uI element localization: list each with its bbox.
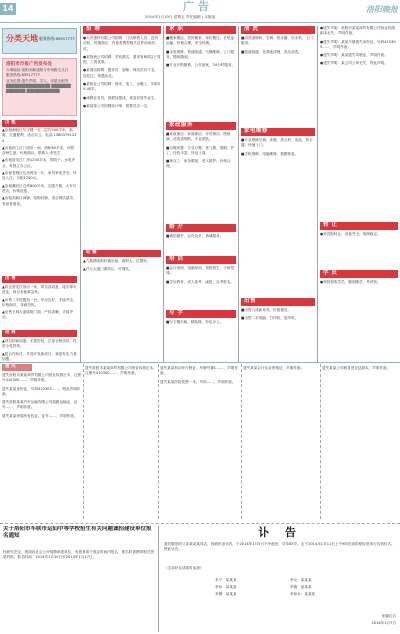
- list-item: ▲出租高新区商铺，临街旺铺，适合餐饮超市，有意者面谈。: [2, 196, 77, 206]
- lower-left-notices: [2, 373, 82, 523]
- obituary-note: （生前好友请届时参加）: [164, 566, 204, 570]
- brand-box-title: 分类天地: [6, 34, 38, 43]
- col-divider: [83, 364, 84, 519]
- family-member: 孝子：某某某: [215, 578, 237, 582]
- announcement-body: 经研究决定，现面向社会公开招聘承建单位，有意者请于规定时间内报名，报名时需携带相关资质材料。报名时间：2014年1月10日至2014年1月17日。: [3, 550, 154, 560]
- col3-section-home: 家政服务: [166, 122, 236, 130]
- list-item: ■会计培训、电脑培训、驾校招生，小班授课。: [166, 266, 235, 276]
- col3-section-match: 婚 介: [166, 224, 236, 232]
- obituary-sign: 家属泣告: [381, 614, 396, 618]
- col-divider: [320, 364, 321, 519]
- col3-section-office: 写 字: [166, 310, 236, 318]
- list-item: 遗失某某医院发票一本，号码……，声明作废。: [160, 379, 236, 384]
- page-number: 14: [0, 3, 16, 15]
- list-item: ■学历教育，成人高考，函授，自考报名。: [166, 279, 235, 284]
- list-item: 遗失洛阳某某汽车运输有限公司道路运输证，证号……，声明作废。: [2, 400, 78, 410]
- list-item: ●诚聘业务员，底薪加提成，欢迎应届毕业生。: [83, 95, 159, 100]
- col-divider: [163, 26, 164, 362]
- col4-clean-list: [241, 36, 315, 124]
- promo-line-3: 服务热线:65917777: [6, 73, 40, 78]
- col3-home-list: [166, 132, 236, 220]
- col3-match-list: [166, 234, 236, 252]
- col3-section-train: 培 训: [166, 256, 236, 264]
- col1-invest-list: [2, 339, 77, 361]
- list-item: ●遗失声明：洛阳市某某商贸有限公司营业执照副本丢失，声明作废。: [320, 26, 396, 36]
- col-divider: [158, 526, 159, 632]
- col4-section-repair: 家电维修: [241, 128, 315, 136]
- list-item: 遗失洛阳市某某商贸有限公司营业执照正本，注册号410300……，声明作废。: [85, 366, 157, 376]
- list-item: ■清洗油烟机、空调、热水器、饮水机，上门服务。: [241, 36, 313, 46]
- list-item: ●美容院转让，设备齐全，客源稳定。: [320, 232, 381, 236]
- lower-section-lost: 遗 失: [2, 364, 32, 371]
- col3-office-list: [166, 320, 236, 360]
- masthead: 洛阳晚报: [366, 5, 398, 14]
- list-item: ▲出租洛龙区厂房1200平米，带院子，水电齐全，有独立办公区。: [2, 158, 76, 168]
- list-item: ●遗失声明：某公司公章丢失，特此声明。: [320, 61, 388, 66]
- list-item: ●某酒店招聘：服务员、厨师、保洁员若干名，包吃住，待遇从优。: [83, 68, 159, 78]
- list-item: ■水电维修，管道疏通，马桶维修，上门服务，随叫随到。: [166, 49, 235, 59]
- list-item: ●驾校招收学员，随到随学，考试快。: [320, 280, 381, 284]
- list-item: ■钟点工：家务做饭、老人陪护，价格合理。: [166, 159, 231, 169]
- header-rule: [0, 22, 400, 23]
- family-member: 孝孙女：某某某: [290, 592, 316, 596]
- list-item: ■专业开锁换锁，公安备案，24小时服务。: [166, 63, 236, 68]
- lower-mid-notices: [160, 366, 240, 521]
- obituary-family: [215, 578, 365, 612]
- promo-box: [2, 58, 77, 116]
- list-item: 遗失某某公司税务登记证副本，声明作废。: [322, 366, 391, 370]
- list-item: 遗失某某会计从业资格证，声明作废。: [243, 366, 305, 370]
- col-divider: [80, 26, 81, 362]
- hotline: 服务热线:65917777: [39, 36, 75, 41]
- col3-job-list: [166, 36, 236, 118]
- list-item: ▲出售王城大道临街门面，产权清晰，手续齐全。: [2, 310, 74, 320]
- date-line: 2014年1月10日 星期五 责任编辑 / 本版组: [145, 15, 216, 19]
- promo-line-4: 业务范围:遗失声明、寻人、房屋出租等: [6, 78, 69, 83]
- list-item: 遗失洛阳市某某商贸有限公司营业执照正本，注册号410300……，声明作废。: [2, 373, 82, 383]
- section-title: 广告: [183, 0, 213, 13]
- list-item: ▲出租老城区住房两室一厅，家具家电齐全，拎包入住，月租1200元。: [2, 171, 77, 181]
- list-item: ■管道疏通，化粪池清理，高压清洗。: [241, 49, 302, 54]
- list-item: ▲出售二手挖掘机一台，车况良好，手续齐全，价格面议，非诚勿扰。: [2, 297, 77, 307]
- col1-sale-list: [2, 285, 77, 327]
- col1-rent-list: [2, 128, 77, 273]
- list-item: ■诚信婚介，会员众多，真诚服务。: [166, 234, 224, 238]
- family-member: 孝媳：某某某: [290, 585, 312, 589]
- list-item: ●某装饰公司招聘设计师、预算员各一名。: [83, 103, 151, 108]
- list-item: ■写字楼出租，精装修，拎包办公。: [166, 320, 224, 324]
- list-item: ■搬家搬运，居民搬家、单位搬迁、长短途运输，价格合理，安全快捷。: [166, 36, 235, 46]
- col1-section-sale: 出 售: [2, 276, 77, 283]
- col3-section-job: 求 职: [166, 26, 236, 34]
- list-item: ●遗失声明：某某遗失驾驶证，声明作废。: [320, 53, 388, 58]
- list-item: ▲项目招商加盟，无需经验，总部全程扶持，投资小见效快。: [2, 339, 77, 349]
- obituary-date: 2014年1月7日: [371, 621, 396, 625]
- lower-right-notices: [322, 366, 398, 521]
- list-item: ●大洋建材有限公司招聘：门店销售人员、送货司机，待遇面议，有意者携带相关证件前来面试。: [83, 36, 159, 51]
- col-divider: [238, 26, 239, 362]
- promo-filler: ████████████████ ██████████████ ████████████: [6, 83, 71, 94]
- lower-mid2-notices: [243, 366, 319, 521]
- list-item: ▲出租西工区门面房一间，面积60平米，可做各种生意，价格面议。联系人:李先生: [2, 145, 75, 156]
- col-divider: [158, 364, 159, 519]
- family-member: 孝女：某某某: [290, 578, 312, 582]
- col2-hire-list: [83, 36, 161, 246]
- col4-sell-list: [241, 308, 315, 360]
- section-rule: [0, 362, 400, 363]
- family-member: 孝孙：某某某: [215, 585, 237, 589]
- list-item: ■出售九成新家具，价格便宜。: [241, 308, 292, 312]
- list-item: ▲出租涧西区写字楼一至二层约500平米，临街，交通便利，适合办公。电话:13803791234: [2, 128, 77, 143]
- col5-list: [320, 26, 398, 220]
- list-item: ●某物业公司招聘：保安、电工、水暖工，年龄25-45岁。: [83, 82, 161, 92]
- col4-repair-list: [241, 138, 315, 296]
- col1-section-invest: 招 商: [2, 330, 77, 337]
- list-item: ▲招合作伙伴，共同开发新项目，欢迎有实力者加盟。: [2, 351, 77, 361]
- list-item: 遗失某某身份证，号码410303……，特此声明作废。: [2, 386, 81, 396]
- col2-section-shop: 旺 铺: [83, 250, 161, 257]
- col4-section-sell: 出售: [241, 298, 315, 306]
- col5-section-transfer: 转 让: [320, 222, 398, 230]
- col1-section-rent: 出 租: [2, 120, 77, 127]
- list-item: ■专业维修空调、冰箱、洗衣机、电视、热水器，快速上门。: [241, 138, 313, 148]
- obituary-title: 讣 告: [258, 526, 302, 539]
- col3-train-list: [166, 266, 236, 306]
- list-item: ■月嫂育婴：专业月嫂、育儿嫂、保姆、护工，经验丰富，持证上岗。: [166, 145, 235, 155]
- section-rule: [0, 523, 400, 524]
- list-item: ▲开元大道门面转让，可餐饮。: [83, 267, 133, 272]
- col-divider: [317, 26, 318, 362]
- list-item: ▲九都路临街旺铺出租，面积大，位置好。: [83, 259, 151, 263]
- list-item: ■家政保洁：家庭保洁、开荒保洁、擦玻璃、清洗油烟机，专业团队。: [166, 132, 231, 142]
- col4-section-clean: 清 洗: [241, 26, 315, 34]
- col5-section-student: 学 员: [320, 270, 398, 278]
- col-divider: [241, 364, 242, 519]
- col2-section-hire: 招 聘: [83, 26, 161, 34]
- list-item: 遗失某某房屋所有权证，证号……，声明作废。: [2, 413, 78, 418]
- announcement-title: 关于洛阳市车联市运仙中等学校招生有关问题诚招建设单位报名通知: [3, 526, 152, 539]
- family-member: 孝婿：某某某: [215, 592, 237, 596]
- lower-col2-notices: [85, 366, 157, 521]
- list-item: ▲转让洛龙区饭店一家，带全部设备，接手即可营业，因另有他事急转。: [2, 285, 77, 295]
- list-item: ■出售二手电脑、打印机、复印机。: [241, 316, 299, 321]
- col2-shop-list: [83, 259, 161, 359]
- list-item: ●遗失声明：某某不慎遗失身份证，号码410305……，声明作废。: [320, 39, 396, 49]
- promo-line-2: 办事地址:洛阳市解放路与中州路交叉口: [6, 68, 69, 72]
- col5-student-list: [320, 280, 398, 360]
- list-item: 遗失某某机动车行驶证，车牌号豫C……，声明作废。: [160, 366, 238, 376]
- list-item: ■手机维修，电脑维修，数据恢复。: [241, 151, 299, 156]
- list-item: ●某物流公司招聘：司机数名，要求有B照以上驾照，工资优厚。: [83, 54, 161, 65]
- obituary-body: 我们敬爱的父亲某某某同志，因病医治无效，于2014年1月5日不幸逝世，享年85岁。定于2014年1月11日上午9时在洛阳殡仪馆举行告别仪式。特此讣告。: [164, 542, 395, 552]
- promo-line-1: 洛阳市市报广告发布处: [6, 62, 52, 67]
- brand-box: [2, 28, 77, 54]
- list-item: ▲出租瀍河区仓库800平米，交通方便，大车可进出，价格优惠。: [2, 183, 77, 193]
